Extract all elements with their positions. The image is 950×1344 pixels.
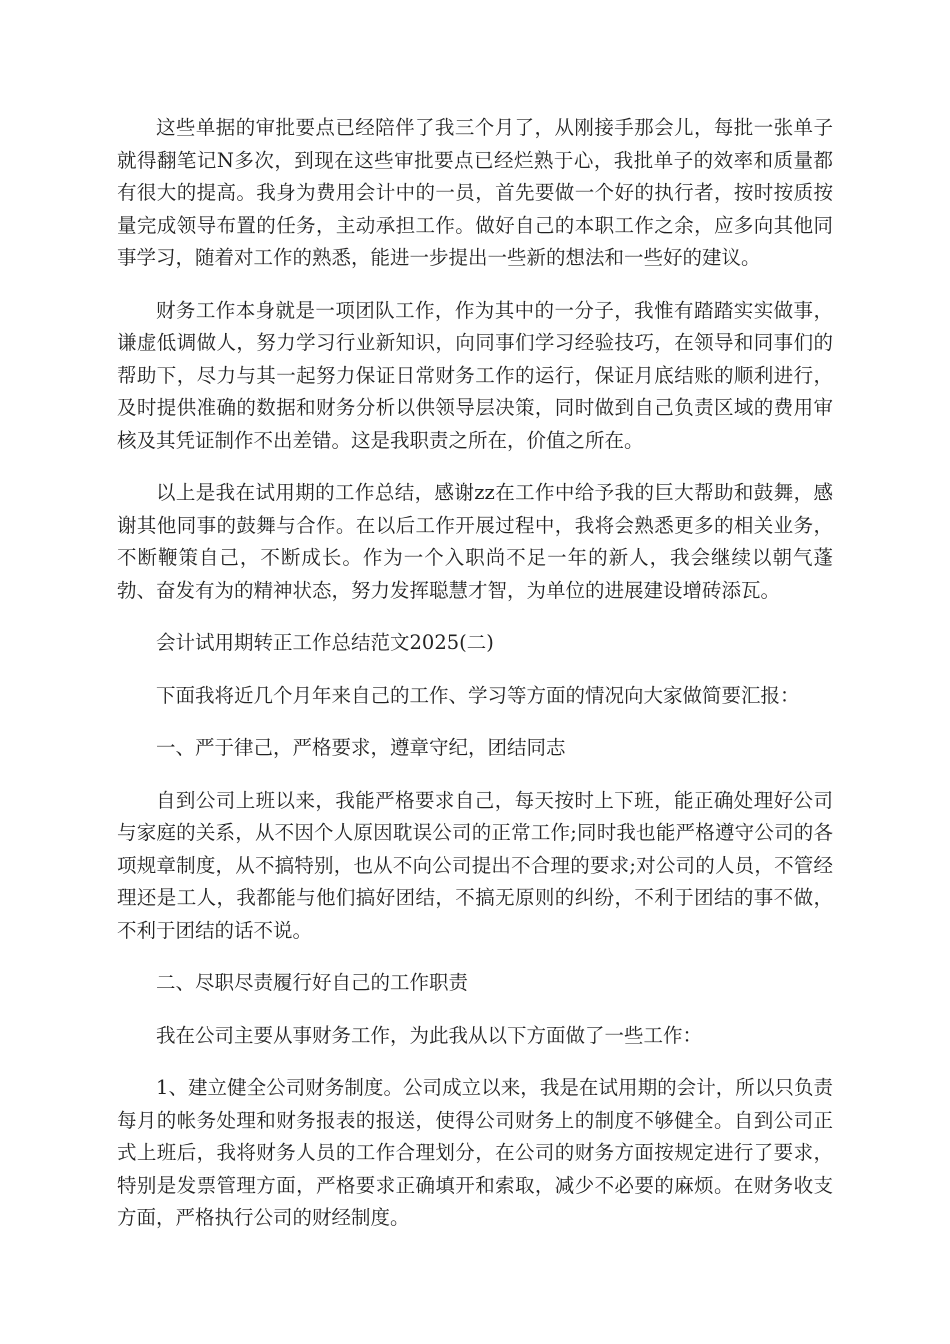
heading-discipline: 一、严于律己，严格要求，遵章守纪，团结同志 [156, 736, 566, 759]
heading-duties: 二、尽职尽责履行好自己的工作职责 [156, 971, 469, 994]
paragraph-teamwork: 财务工作本身就是一项团队工作，作为其中的一分子，我惟有踏踏实实做事，谦虚低调做人，努力学习行业新知识，向同事们学习经验技巧，在领导和同事们的帮助下，尽力与其一起努力保证日常财务工作的运行，保证月底结账的顺利进行，及时提供准确的数据和财务分析以供领导层决策，同时做到自己负责区域的费用审核及其凭证制作不出差错。这是我职责之所在，价值之所在。 [117, 298, 833, 452]
paragraph-summary-thanks: 以上是我在试用期的工作总结，感谢zz在工作中给予我的巨大帮助和鼓舞，感谢其他同事的鼓舞与合作。在以后工作开展过程中，我将会熟悉更多的相关业务，不断鞭策自己，不断成长。作为一个入职尚不足一年的新人，我会继续以朝气蓬勃、奋发有为的精神状态，努力发挥聪慧才智，为单位的进展建设增砖添瓦。 [117, 481, 833, 602]
section-title-part-two: 会计试用期转正工作总结范文2025(二) [156, 631, 494, 654]
paragraph-finance-system: 1、建立健全公司财务制度。公司成立以来，我是在试用期的会计，所以只负责每月的帐务处理和财务报表的报送，使得公司财务上的制度不够健全。自到公司正式上班后，我将财务人员的工作合理划分，在公司的财务方面按规定进行了要求，特别是发票管理方面，严格要求正确填开和索取，减少不必要的麻烦。在财务收支方面，严格执行公司的财经制度。 [117, 1076, 833, 1229]
paragraph-duties-intro: 我在公司主要从事财务工作，为此我从以下方面做了一些工作： [156, 1023, 703, 1047]
paragraph-approval-points: 这些单据的审批要点已经陪伴了我三个月了，从刚接手那会儿，每批一张单子就得翻笔记N多次，到现在这些审批要点已经烂熟于心，我批单子的效率和质量都有很大的提高。我身为费用会计中的一员，首先要做一个好的执行者，按时按质按量完成领导布置的任务，主动承担工作。做好自己的本职工作之余，应多向其他同事学习，随着对工作的熟悉，能进一步提出一些新的想法和一些好的建议。 [117, 116, 833, 269]
paragraph-discipline-detail: 自到公司上班以来，我能严格要求自己，每天按时上下班，能正确处理好公司与家庭的关系，从不因个人原因耽误公司的正常工作;同时我也能严格遵守公司的各项规章制度，从不搞特别，也从不向公司提出不合理的要求;对公司的人员，不管经理还是工人，我都能与他们搞好团结，不搞无原则的纠纷，不利于团结的事不做，不利于团结的话不说。 [117, 788, 833, 942]
paragraph-report-intro: 下面我将近几个月年来自己的工作、学习等方面的情况向大家做简要汇报： [156, 683, 800, 707]
